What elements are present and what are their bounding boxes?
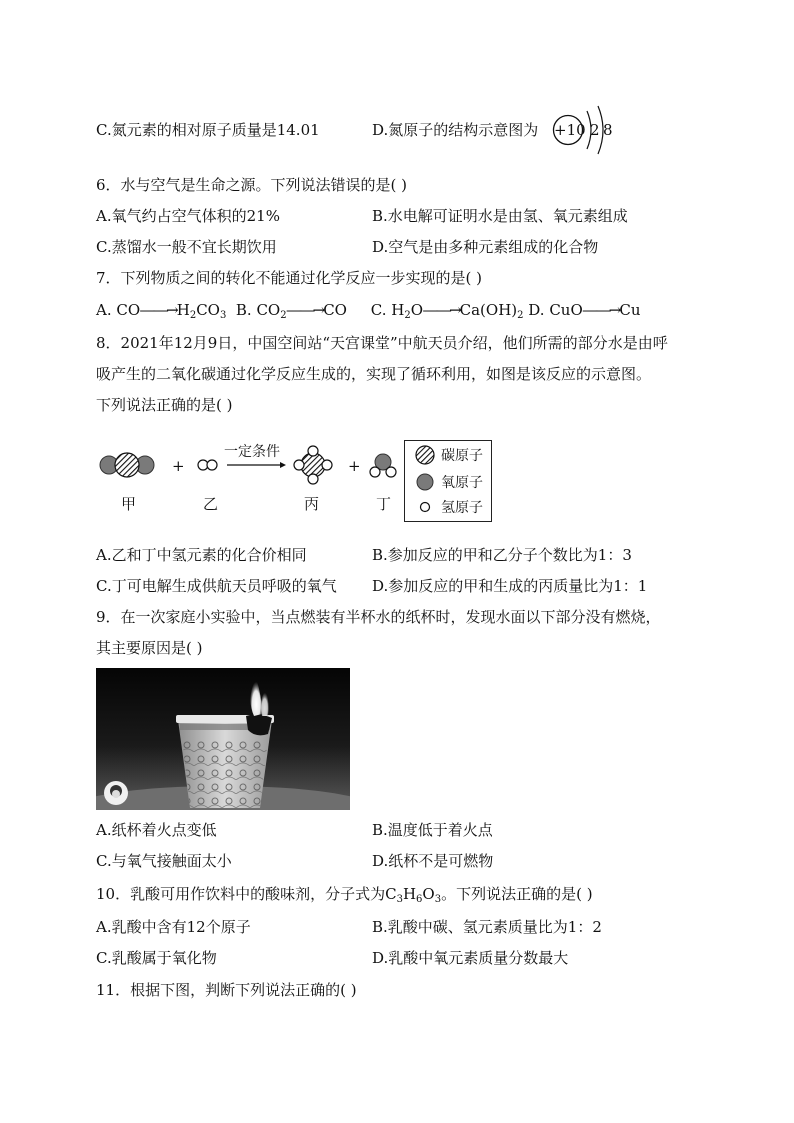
atom-nucleus-charge: +10: [554, 121, 586, 139]
label-yi: 乙: [203, 495, 219, 513]
q10-option-b: B.乳酸中碳、氢元素质量比为1：2: [372, 918, 602, 936]
molecule-jia: [100, 453, 154, 477]
label-jia: 甲: [121, 495, 137, 513]
q10-option-a: A.乳酸中含有12个原子: [96, 918, 251, 936]
q11-stem: 11．根据下图，判断下列说法正确的( ): [96, 981, 357, 999]
legend-carbon-label: 碳原子: [441, 448, 483, 464]
q9-option-c: C.与氧气接触面太小: [96, 852, 232, 870]
q10-option-c: C.乳酸属于氧化物: [96, 949, 217, 967]
q10-stem-post: 。下列说法正确的是( ): [441, 885, 593, 903]
q8-option-d: D.参加反应的甲和生成的丙质量比为1：1: [372, 577, 648, 595]
plus-sign-1: +: [172, 457, 185, 475]
q8-stem-line1: 8．2021年12月9日，中国空间站“天宫课堂”中航天员介绍，他们所需的部分水是由呼: [96, 334, 668, 352]
hydrogen-atom-icon: [415, 497, 435, 517]
q8-option-a: A.乙和丁中氢元素的化合价相同: [96, 546, 307, 564]
reaction-condition: 一定条件: [224, 444, 280, 460]
atom-shell-1: 2: [590, 121, 600, 139]
q9-option-d: D.纸杯不是可燃物: [372, 852, 494, 870]
q6-option-a: A.氧气约占空气体积的21%: [96, 207, 280, 225]
molecule-ding: [370, 454, 396, 477]
q10-stem-pre: 10．乳酸可用作饮料中的酸味剂，分子式为: [96, 885, 386, 903]
label-ding: 丁: [376, 495, 392, 513]
carbon-atom-icon: [415, 445, 435, 465]
q6-option-d: D.空气是由多种元素组成的化合物: [372, 238, 599, 256]
legend-hydrogen: [415, 497, 483, 517]
plus-sign-2: +: [348, 457, 361, 475]
q6-option-b: B.水电解可证明水是由氢、氧元素组成: [372, 207, 628, 225]
label-bing: 丙: [304, 495, 320, 513]
q7-options: A. $CO――\to H_2CO_3$ B. $CO_2――\to CO$ C. $H_2O――\to Ca(OH)_2$ D. CuO――→Cu: [96, 301, 641, 321]
legend-box: [404, 440, 492, 522]
q5-option-d: D.氮原子的结构示意图为: [372, 121, 539, 139]
q10-option-d: D.乳酸中氧元素质量分数最大: [372, 949, 569, 967]
molecule-bing: [294, 446, 332, 484]
q10-stem: 10．乳酸可用作饮料中的酸味剂，分子式为$C_3H_6O_3$。下列说法正确的是( ): [96, 885, 593, 905]
q9-stem-line2: 其主要原因是( ): [96, 639, 203, 657]
q8-stem-line3: 下列说法正确的是( ): [96, 396, 233, 414]
q8-option-c: C.丁可电解生成供航天员呼吸的氧气: [96, 577, 337, 595]
q8-stem-line2: 吸产生的二氧化碳通过化学反应生成的，实现了循环利用，如图是该反应的示意图。: [96, 365, 652, 383]
oxygen-atom-icon: [415, 472, 435, 492]
q6-stem: 6．水与空气是生命之源。下列说法错误的是( ): [96, 176, 408, 194]
burning-paper-cup-photo: [96, 668, 350, 810]
q6-option-c: C.蒸馏水一般不宜长期饮用: [96, 238, 277, 256]
legend-hydrogen-label: 氢原子: [441, 500, 483, 516]
legend-carbon: [415, 445, 483, 465]
molecule-yi: [198, 460, 217, 470]
q9-stem-line1: 9．在一次家庭小实验中，当点燃装有半杯水的纸杯时，发现水面以下部分没有燃烧，: [96, 608, 661, 626]
atom-shell-2: 8: [603, 121, 613, 139]
legend-oxygen-label: 氧原子: [441, 475, 483, 491]
q5-option-c: C.氮元素的相对原子质量是14.01: [96, 121, 320, 139]
q9-option-b: B.温度低于着火点: [372, 821, 493, 839]
q8-option-b: B.参加反应的甲和乙分子个数比为1：3: [372, 546, 632, 564]
legend-oxygen: [415, 472, 483, 492]
q9-option-a: A.纸杯着火点变低: [96, 821, 217, 839]
q7-stem: 7．下列物质之间的转化不能通过化学反应一步实现的是( ): [96, 269, 483, 287]
